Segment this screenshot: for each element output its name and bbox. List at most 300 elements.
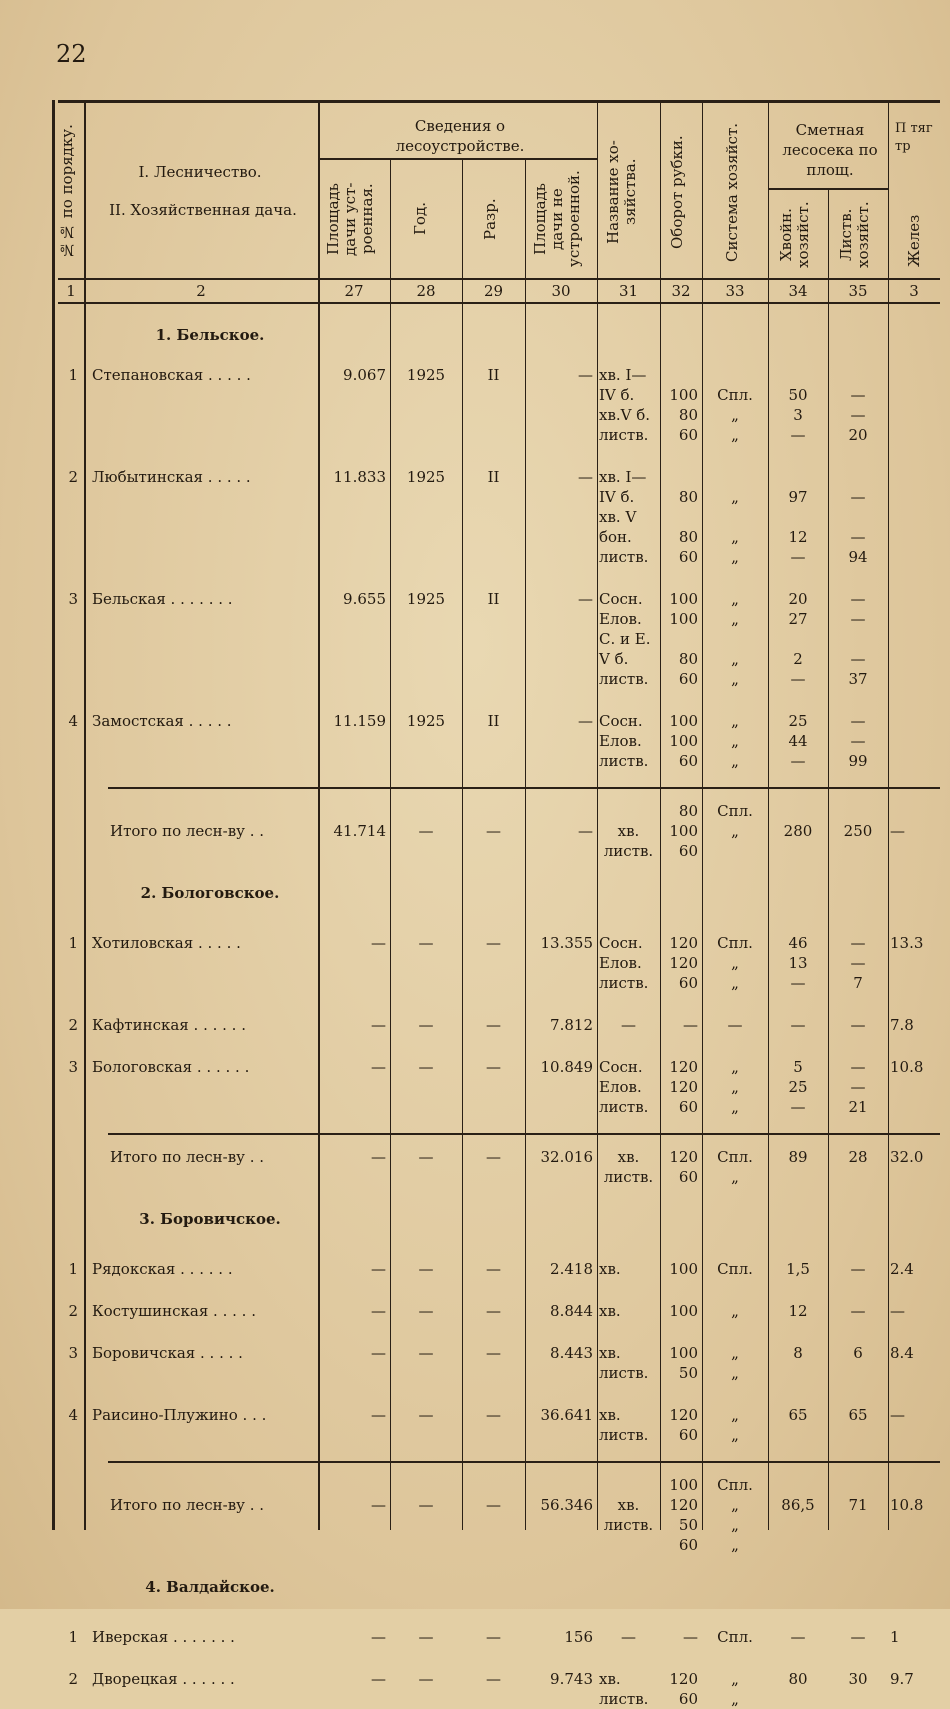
management-type: листв. — [599, 1364, 649, 1382]
area-surveyed: 11.833 — [333, 468, 386, 486]
header-col27: Площадь дачи уст-роенная. — [324, 182, 376, 256]
area-unsurveyed: — — [578, 468, 593, 486]
system: „ — [731, 1690, 739, 1708]
management-type: хв. I— — [599, 468, 647, 486]
management-type: Елов. — [599, 1078, 642, 1096]
rotation: 120 — [669, 934, 698, 952]
subtotal-cat: — — [486, 822, 501, 840]
rotation: 80 — [678, 406, 698, 424]
rotation: 100 — [669, 1260, 698, 1278]
area-unsurveyed: 7.812 — [550, 1016, 593, 1034]
column-number: 31 — [618, 282, 639, 300]
management-type: IV б. — [599, 386, 635, 404]
system: „ — [731, 1098, 739, 1116]
survey-category: — — [486, 1670, 501, 1688]
partial-col-value: 7.8 — [890, 1016, 914, 1034]
subtotal-rotation: 60 — [678, 842, 698, 860]
column-number: 1 — [66, 282, 76, 300]
col1-rule — [84, 100, 86, 1530]
area-surveyed: — — [371, 1016, 386, 1034]
row-index: 1 — [68, 1260, 78, 1278]
management-type: Елов. — [599, 732, 642, 750]
header-col-index: №№ по порядку. — [58, 124, 76, 260]
deciduous-cut: — — [850, 528, 866, 546]
rotation: 60 — [678, 1098, 698, 1116]
forest-dacha-name: Боровичская . . . . . — [92, 1344, 243, 1362]
management-type: хв. — [599, 1406, 621, 1424]
management-type: IV б. — [599, 488, 635, 506]
conifer-cut: 12 — [788, 1302, 808, 1320]
system: „ — [731, 528, 739, 546]
subtotal-partial: 32.0 — [890, 1148, 924, 1166]
subtotal-conifer: 89 — [788, 1148, 808, 1166]
partial-col-value: 1 — [890, 1628, 900, 1646]
partial-col-value: — — [890, 1406, 905, 1424]
forest-dacha-name: Степановская . . . . . — [92, 366, 251, 384]
forest-dacha-name: Раисино-Плужино . . . — [92, 1406, 267, 1424]
column-number: 35 — [848, 282, 868, 300]
forest-dacha-name: Замостская . . . . . — [92, 712, 232, 730]
subtotal-rotation: 80 — [678, 802, 698, 820]
subtotal-area: — — [371, 1496, 386, 1514]
deciduous-cut: — — [850, 732, 866, 750]
deciduous-cut: — — [850, 1058, 866, 1076]
rotation: 100 — [669, 732, 698, 750]
header-col34: Хвойн. хозяйст. — [777, 201, 812, 269]
row-index: 3 — [68, 1058, 78, 1076]
partial-col-value: 10.8 — [890, 1058, 924, 1076]
area-surveyed: — — [371, 934, 386, 952]
system: „ — [731, 1058, 739, 1076]
column-number: 29 — [483, 282, 504, 300]
survey-year: — — [418, 1628, 434, 1646]
management-type: бон. — [599, 528, 632, 546]
management-type: листв. — [599, 1426, 649, 1444]
area-unsurveyed: — — [578, 590, 593, 608]
system: „ — [731, 954, 739, 972]
subtotal-conifer: 280 — [783, 822, 813, 840]
subtotal-system: „ — [731, 1516, 739, 1534]
conifer-cut: — — [790, 548, 806, 566]
conifer-cut: 97 — [788, 488, 808, 506]
partial-col-value: — — [890, 1302, 905, 1320]
survey-category: II — [487, 590, 500, 608]
section-title: 3. Боровичское. — [139, 1210, 281, 1228]
deciduous-cut: — — [850, 488, 866, 506]
survey-year: — — [418, 1260, 434, 1278]
left-edge-rule — [52, 100, 55, 1530]
header-col36: Желез — [905, 214, 923, 268]
header-col31: Название хо-зяйства. — [604, 140, 639, 244]
system: „ — [731, 426, 739, 444]
system: „ — [731, 650, 739, 668]
area-unsurveyed: 8.443 — [550, 1344, 593, 1362]
system: „ — [731, 1078, 739, 1096]
column-number: 28 — [416, 282, 436, 300]
rotation: 60 — [678, 1690, 698, 1708]
subtotal-rule-right — [318, 1461, 940, 1463]
system: „ — [731, 406, 739, 424]
header-col32: Оборот рубки. — [668, 135, 686, 249]
subtotal-cat: — — [486, 1148, 501, 1166]
row-index: 1 — [68, 934, 78, 952]
conifer-cut: 13 — [788, 954, 808, 972]
col-rule-b4 — [888, 100, 889, 1530]
col-rule-29 — [462, 158, 463, 1530]
management-type: Сосн. — [599, 712, 643, 730]
conifer-cut: 44 — [788, 732, 808, 750]
area-surveyed: — — [371, 1058, 386, 1076]
forest-dacha-name: Любытинская . . . . . — [92, 468, 251, 486]
area-surveyed: 9.655 — [343, 590, 386, 608]
rotation: — — [683, 1628, 698, 1646]
page-number: 22 — [56, 40, 87, 68]
partial-col-value: 13.3 — [890, 934, 924, 952]
management-type: хв. — [599, 1260, 621, 1278]
header-col30: Площадь дачи не устроенной. — [531, 170, 583, 268]
row-index: 2 — [68, 1670, 78, 1688]
area-surveyed: — — [371, 1302, 386, 1320]
header-col35: Листв. хозяйст. — [837, 201, 872, 269]
area-surveyed: — — [371, 1344, 386, 1362]
system: „ — [731, 590, 739, 608]
conifer-cut: — — [790, 670, 806, 688]
deciduous-cut: — — [850, 610, 866, 628]
forest-dacha-name: Иверская . . . . . . . — [92, 1628, 235, 1646]
subtotal-year: — — [418, 1496, 434, 1514]
deciduous-cut: — — [850, 954, 866, 972]
management-type: листв. — [599, 1098, 649, 1116]
management-type: листв. — [599, 974, 649, 992]
system: „ — [731, 1302, 739, 1320]
deciduous-cut: — — [850, 1628, 866, 1646]
subtotal-type: листв. — [603, 842, 654, 860]
row-index: 1 — [68, 366, 78, 384]
subtotal-rotation: 120 — [669, 1496, 698, 1514]
conifer-cut: 25 — [788, 712, 808, 730]
management-type: V б. — [599, 650, 629, 668]
subtotal-system: „ — [731, 1536, 739, 1554]
rotation: 100 — [669, 1302, 698, 1320]
rotation: 60 — [678, 548, 698, 566]
subtotal-area: — — [371, 1148, 386, 1166]
management-type: Сосн. — [599, 934, 643, 952]
management-type: Сосн. — [599, 590, 643, 608]
conifer-cut: — — [790, 1628, 806, 1646]
management-type: — — [621, 1628, 636, 1646]
rotation: 100 — [669, 590, 698, 608]
subtotal-year: — — [418, 1148, 434, 1166]
deciduous-cut: 6 — [853, 1344, 863, 1362]
subtotal-rotation: 60 — [678, 1168, 698, 1186]
deciduous-cut: — — [850, 934, 866, 952]
header-name-line1: I. Лесничество. — [138, 163, 262, 181]
area-unsurveyed: — — [578, 366, 593, 384]
deciduous-cut: — — [850, 1260, 866, 1278]
subtotal-system: Спл. — [717, 1148, 753, 1166]
forest-dacha-name: Хотиловская . . . . . — [92, 934, 241, 952]
section-title: 1. Бельское. — [155, 326, 265, 344]
system: „ — [731, 712, 739, 730]
header-bottom-rule — [58, 278, 940, 280]
system: „ — [731, 670, 739, 688]
management-type: С. и Е. — [599, 630, 651, 648]
row-index: 2 — [68, 1016, 78, 1034]
system: „ — [731, 1670, 739, 1688]
survey-category: II — [487, 468, 500, 486]
deciduous-cut: — — [850, 406, 866, 424]
area-surveyed: 11.159 — [333, 712, 386, 730]
conifer-cut: — — [790, 752, 806, 770]
subtotal-rotation: 60 — [678, 1536, 698, 1554]
system: „ — [731, 974, 739, 992]
survey-year: 1925 — [406, 712, 446, 730]
row-index: 3 — [68, 1344, 78, 1362]
deciduous-cut: — — [850, 1016, 866, 1034]
area-unsurveyed: 2.418 — [550, 1260, 593, 1278]
system: „ — [731, 548, 739, 566]
subtotal-rule-left — [108, 787, 318, 789]
subtotal-unarea: 56.346 — [540, 1496, 593, 1514]
column-number: 34 — [788, 282, 808, 300]
forest-dacha-name: Дворецкая . . . . . . — [92, 1670, 235, 1688]
subtotal-unarea: — — [578, 822, 593, 840]
subtotal-rule-left — [108, 1133, 318, 1135]
management-type: хв. V — [599, 508, 637, 526]
conifer-cut: 46 — [788, 934, 808, 952]
conifer-cut: — — [790, 974, 806, 992]
subtotal-deciduous: 28 — [848, 1148, 868, 1166]
rotation: 80 — [678, 488, 698, 506]
row-index: 1 — [68, 1628, 78, 1646]
survey-year: — — [418, 1016, 434, 1034]
subtotal-rotation: 100 — [669, 822, 698, 840]
management-type: хв. — [599, 1302, 621, 1320]
area-unsurveyed: 8.844 — [550, 1302, 593, 1320]
system: „ — [731, 1426, 739, 1444]
subtotal-conifer: 86,5 — [781, 1496, 815, 1514]
area-unsurveyed: 156 — [564, 1628, 593, 1646]
subtotal-label: Итого по лесн-ву . . — [110, 822, 265, 840]
subtotal-type: листв. — [603, 1516, 654, 1534]
subtotal-area: 41.714 — [333, 822, 386, 840]
column-number: 32 — [671, 282, 691, 300]
management-type: листв. — [599, 548, 649, 566]
forest-dacha-name: Костушинская . . . . . — [92, 1302, 256, 1320]
system: „ — [731, 732, 739, 750]
system: „ — [731, 1364, 739, 1382]
system: — — [727, 1016, 743, 1034]
management-type: Елов. — [599, 954, 642, 972]
conifer-cut: 80 — [788, 1670, 808, 1688]
survey-category: — — [486, 1016, 501, 1034]
survey-year: — — [418, 1302, 434, 1320]
subtotal-type: листв. — [603, 1168, 654, 1186]
conifer-cut: 50 — [788, 386, 808, 404]
subtotal-partial: — — [890, 822, 905, 840]
rotation: 120 — [669, 954, 698, 972]
rotation: 60 — [678, 752, 698, 770]
management-type: листв. — [599, 670, 649, 688]
subtotal-deciduous: 71 — [848, 1496, 868, 1514]
survey-year: — — [418, 1406, 434, 1424]
rotation: 100 — [669, 1344, 698, 1362]
header-group-survey: Сведения о лесоустройстве. — [395, 117, 525, 155]
subtotal-rule-right — [318, 1133, 940, 1135]
subtotal-label: Итого по лесн-ву . . — [110, 1148, 265, 1166]
deciduous-cut: 94 — [848, 548, 868, 566]
deciduous-cut: — — [850, 712, 866, 730]
deciduous-cut: 99 — [848, 752, 868, 770]
subtotal-rule-right — [318, 787, 940, 789]
row-index: 2 — [68, 1302, 78, 1320]
area-unsurveyed: 13.355 — [540, 934, 593, 952]
forest-dacha-name: Рядокская . . . . . . — [92, 1260, 233, 1278]
rotation: 120 — [669, 1058, 698, 1076]
colnum-bottom-rule — [58, 302, 940, 304]
conifer-cut: 12 — [788, 528, 808, 546]
conifer-cut: — — [790, 1016, 806, 1034]
subtotal-label: Итого по лесн-ву . . — [110, 1496, 265, 1514]
section-title: 2. Бологовское. — [140, 884, 280, 902]
column-number: 30 — [551, 282, 571, 300]
system: Спл. — [717, 386, 753, 404]
subtotal-system: „ — [731, 1496, 739, 1514]
subtotal-type: хв. — [617, 1496, 640, 1514]
rotation: 60 — [678, 974, 698, 992]
area-surveyed: — — [371, 1260, 386, 1278]
col-rule-30 — [525, 158, 526, 1530]
row-index: 3 — [68, 590, 78, 608]
column-number: 2 — [196, 282, 206, 300]
col-rule-b0 — [597, 100, 598, 1530]
deciduous-cut: — — [850, 386, 866, 404]
subtotal-system: Спл. — [717, 1476, 753, 1494]
management-type: — — [621, 1016, 636, 1034]
deciduous-cut: 21 — [848, 1098, 868, 1116]
rotation: 100 — [669, 712, 698, 730]
deciduous-cut: — — [850, 1078, 866, 1096]
deciduous-cut: 30 — [848, 1670, 868, 1688]
subtotal-system: „ — [731, 1168, 739, 1186]
conifer-cut: 65 — [788, 1406, 808, 1424]
system: Спл. — [717, 1260, 753, 1278]
deciduous-cut: — — [850, 590, 866, 608]
area-unsurveyed: 36.641 — [540, 1406, 593, 1424]
col-rule-28 — [390, 158, 391, 1530]
subtotal-cat: — — [486, 1496, 501, 1514]
system: Спл. — [717, 1628, 753, 1646]
area-unsurveyed: 10.849 — [540, 1058, 593, 1076]
area-surveyed: 9.067 — [343, 366, 386, 384]
system: „ — [731, 488, 739, 506]
header-col33: Система хозяйст. — [723, 122, 741, 262]
management-type: Сосн. — [599, 1058, 643, 1076]
forest-dacha-name: Бельская . . . . . . . — [92, 590, 233, 608]
rotation: 60 — [678, 670, 698, 688]
management-type: хв. I— — [599, 366, 647, 384]
conifer-cut: 27 — [788, 610, 808, 628]
rotation: 60 — [678, 1426, 698, 1444]
survey-year: — — [418, 1058, 434, 1076]
header-group-partial: П тяг тр — [895, 121, 933, 154]
rotation: 60 — [678, 426, 698, 444]
conifer-cut: 3 — [793, 406, 803, 424]
rotation: 120 — [669, 1670, 698, 1688]
survey-year: 1925 — [406, 366, 446, 384]
conifer-cut: 25 — [788, 1078, 808, 1096]
header-col28: Год. — [411, 202, 429, 236]
survey-category: — — [486, 1058, 501, 1076]
system: „ — [731, 610, 739, 628]
area-surveyed: — — [371, 1670, 386, 1688]
rotation: — — [683, 1016, 698, 1034]
area-unsurveyed: — — [578, 712, 593, 730]
deciduous-cut: — — [850, 650, 866, 668]
rotation: 80 — [678, 528, 698, 546]
survey-category: — — [486, 1406, 501, 1424]
system: „ — [731, 752, 739, 770]
survey-category: — — [486, 1302, 501, 1320]
row-index: 4 — [68, 712, 78, 730]
survey-category: — — [486, 1260, 501, 1278]
system: Спл. — [717, 934, 753, 952]
survey-category: — — [486, 1628, 501, 1646]
area-surveyed: — — [371, 1406, 386, 1424]
conifer-cut: 1,5 — [786, 1260, 810, 1278]
partial-col-value: 8.4 — [890, 1344, 914, 1362]
rotation: 100 — [669, 610, 698, 628]
deciduous-cut: 20 — [848, 426, 868, 444]
deciduous-cut: 37 — [848, 670, 868, 688]
subtotal-partial: 10.8 — [890, 1496, 924, 1514]
survey-year: — — [418, 1344, 434, 1362]
system: „ — [731, 1344, 739, 1362]
forest-dacha-name: Кафтинская . . . . . . — [92, 1016, 246, 1034]
management-type: Елов. — [599, 610, 642, 628]
survey-category: — — [486, 1344, 501, 1362]
survey-category: — — [486, 934, 501, 952]
section-title: 4. Валдайское. — [145, 1578, 275, 1596]
survey-category: II — [487, 366, 500, 384]
management-type: листв. — [599, 752, 649, 770]
deciduous-cut: 65 — [848, 1406, 868, 1424]
survey-year: 1925 — [406, 468, 446, 486]
management-type: хв. — [599, 1344, 621, 1362]
subtotal-rotation: 50 — [678, 1516, 698, 1534]
survey-year: — — [418, 934, 434, 952]
column-number: 33 — [725, 282, 745, 300]
row-index: 2 — [68, 468, 78, 486]
header-name-line2: II. Хозяйственная дача. — [109, 201, 297, 219]
survey-year: 1925 — [406, 590, 446, 608]
conifer-cut: — — [790, 426, 806, 444]
rotation: 120 — [669, 1078, 698, 1096]
partial-col-value: 9.7 — [890, 1670, 914, 1688]
partial-col-value: 2.4 — [890, 1260, 914, 1278]
management-type: хв. — [599, 1670, 621, 1688]
subtotal-rotation: 120 — [669, 1148, 698, 1166]
survey-group-rule — [318, 158, 598, 160]
subtotal-type: хв. — [617, 1148, 640, 1166]
rotation: 50 — [678, 1364, 698, 1382]
deciduous-cut: 7 — [853, 974, 863, 992]
column-number: 27 — [344, 282, 364, 300]
deciduous-cut: — — [850, 1302, 866, 1320]
survey-category: II — [487, 712, 500, 730]
rotation: 120 — [669, 1406, 698, 1424]
row-index: 4 — [68, 1406, 78, 1424]
